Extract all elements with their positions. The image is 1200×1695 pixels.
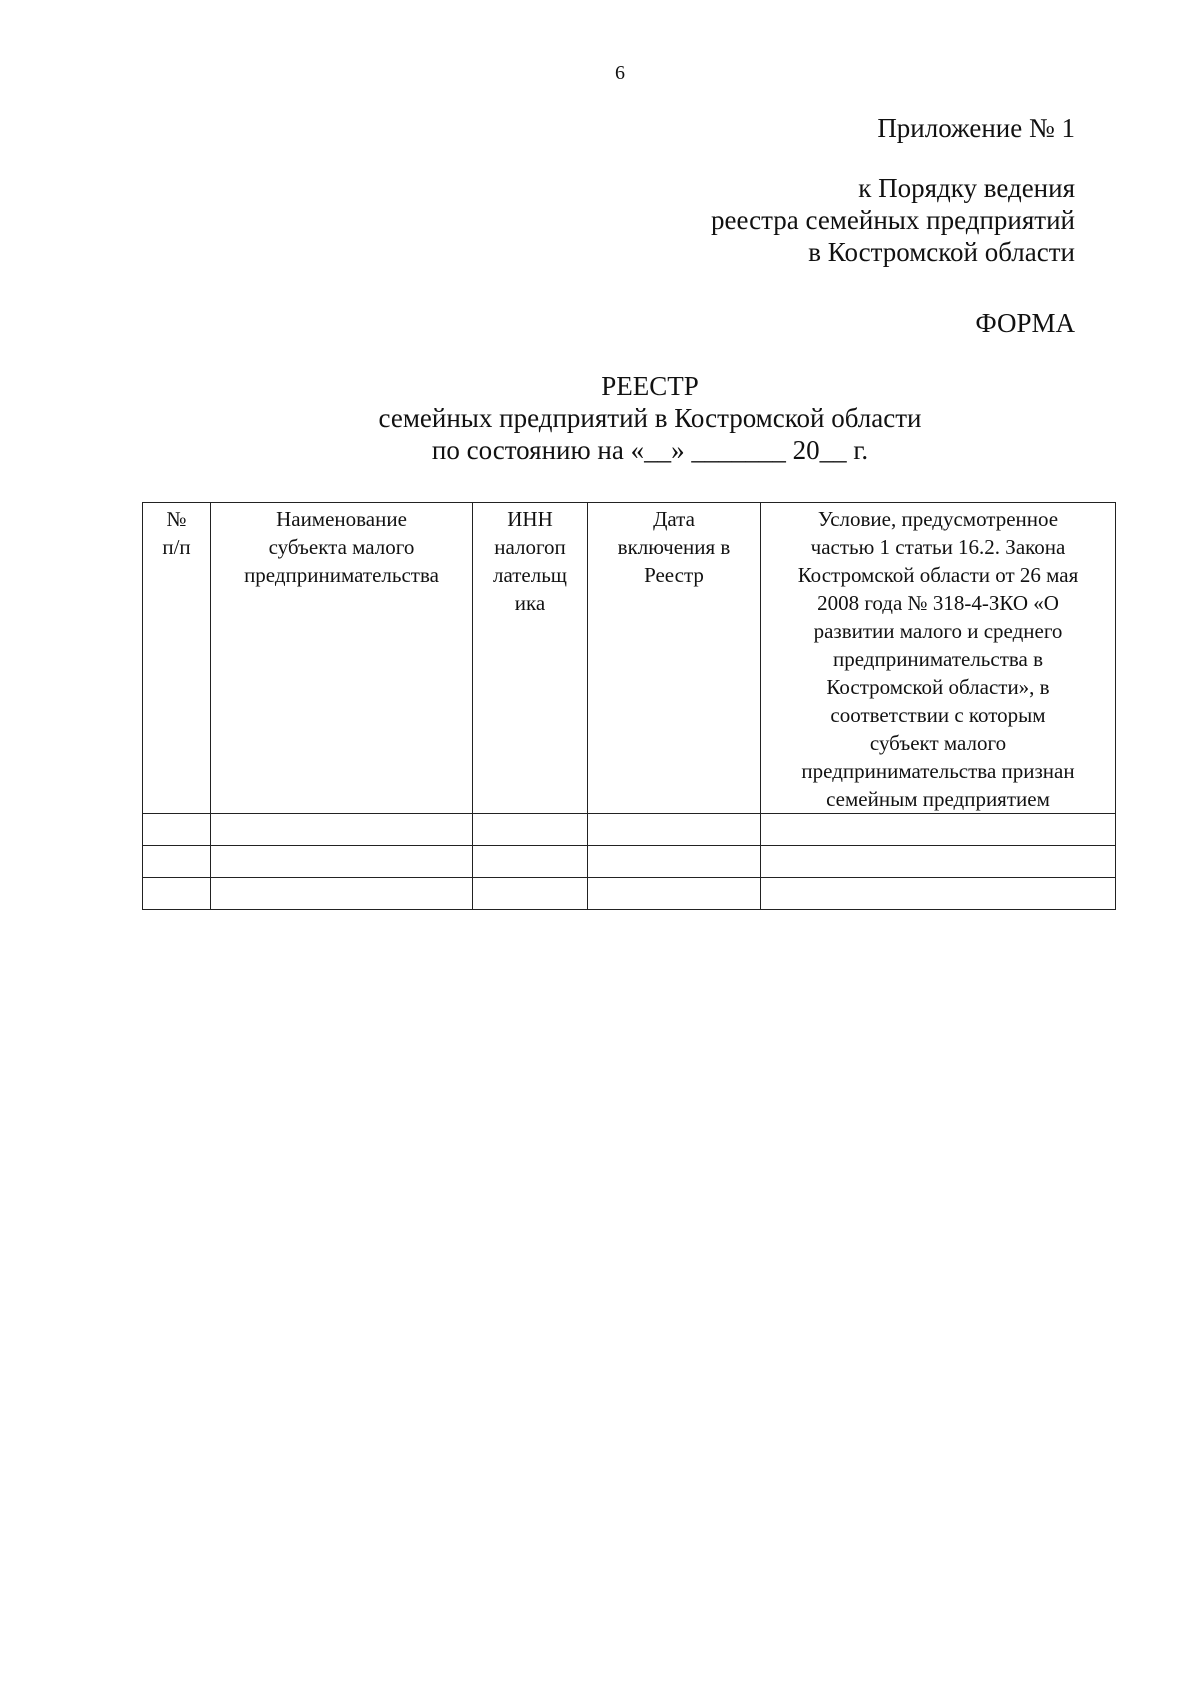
table-cell <box>761 846 1116 878</box>
table-cell <box>588 878 761 910</box>
table-cell <box>143 814 211 846</box>
table-cell <box>473 814 588 846</box>
table-cell <box>761 814 1116 846</box>
register-heading <box>0 370 1200 466</box>
table-cell <box>143 878 211 910</box>
table-cell <box>143 846 211 878</box>
appendix-line: в Костромской области <box>808 237 1075 267</box>
header-number: № п/п <box>143 503 211 814</box>
table-cell <box>211 846 473 878</box>
table-row <box>143 878 1116 910</box>
header-date: Дата включения в Реестр <box>588 503 761 814</box>
table-row <box>143 814 1116 846</box>
page-number: 6 <box>615 62 625 84</box>
header-condition: Условие, предусмотренное частью 1 статьи 16.2. Закона Костромской области от 26 мая 2008 года № 318-4-ЗКО «О развитии малого и среднего предпринимательства в Костромской области», в соответствии с которым субъект малого предпринимательства признан семейным предприятием <box>761 503 1116 814</box>
table-header-row <box>143 503 1116 814</box>
table-cell <box>211 878 473 910</box>
form-label: ФОРМА <box>975 308 1075 338</box>
header-name: Наименование субъекта малого предпринимательства <box>211 503 473 814</box>
header-inn: ИНН налогоп лательщ ика <box>473 503 588 814</box>
register-subtitle: семейных предприятий в Костромской области <box>378 403 922 433</box>
appendix-title: Приложение № 1 <box>877 113 1075 143</box>
table-cell <box>473 846 588 878</box>
register-table <box>142 502 1116 910</box>
table-cell <box>761 878 1116 910</box>
appendix-line: реестра семейных предприятий <box>711 205 1075 235</box>
appendix-line: к Порядку ведения <box>858 173 1075 203</box>
table-cell <box>211 814 473 846</box>
table-cell <box>588 846 761 878</box>
register-title: РЕЕСТР <box>601 371 699 401</box>
table-cell <box>473 878 588 910</box>
table-cell <box>588 814 761 846</box>
register-date-line: по состоянию на «__» _______ 20__ г. <box>431 435 869 465</box>
appendix-block <box>711 112 1075 268</box>
table-row <box>143 846 1116 878</box>
